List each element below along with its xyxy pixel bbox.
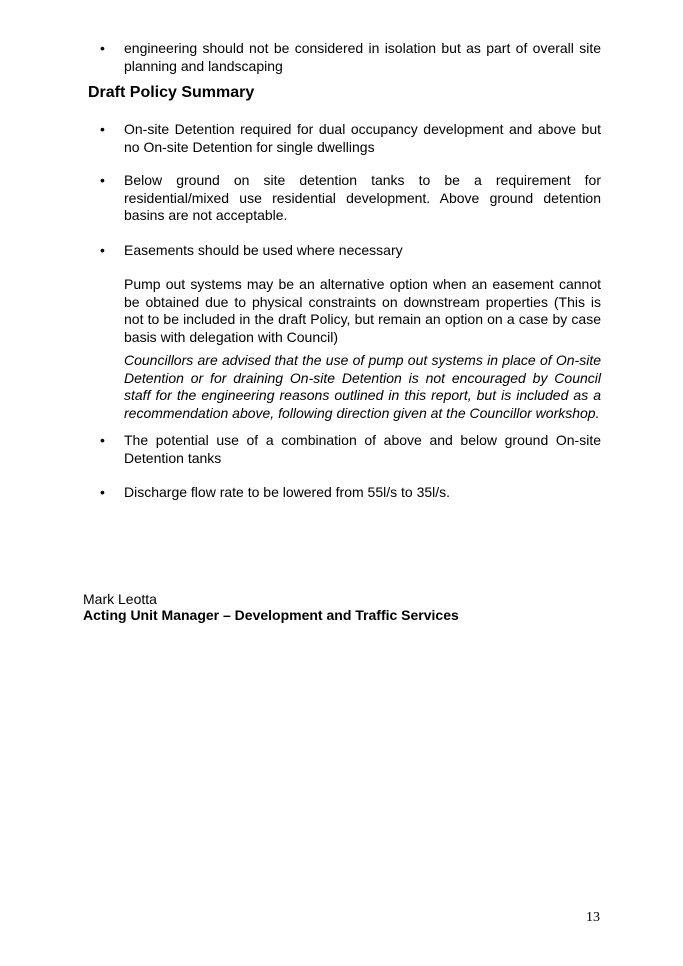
page-number: 13 <box>586 910 600 925</box>
list-item-text: engineering should not be considered in isolation but as part of overall site planning and landscaping <box>124 40 601 74</box>
bullet-icon: • <box>100 432 105 448</box>
bullet-icon: • <box>100 121 105 137</box>
pump-out-paragraph: Pump out systems may be an alternative option when an easement cannot be obtained due to physical constraints on downstream properties (This is not to be included in the draft Policy, but remain an option on a case by case basis with delegation with Council) <box>124 276 601 345</box>
list-item-text: Below ground on site detention tanks to be a requirement for residential/mixed use residential development. Above ground detention basins are not acceptable. <box>124 172 601 223</box>
councillor-note: Councillors are advised that the use of pump out systems in place of On-site Detention or for draining On-site Detention is not encouraged by Council staff for the engineering reasons outlined in this report, but is included as a recommendation above, following direction given at the Councillor workshop. <box>124 352 601 421</box>
bullet-icon: • <box>100 242 105 258</box>
bullet-icon: • <box>100 172 105 188</box>
list-item-text: Discharge flow rate to be lowered from 55l/s to 35l/s. <box>124 484 451 500</box>
list-item-text: The potential use of a combination of above and below ground On-site Detention tanks <box>124 432 601 466</box>
list-item-text: On-site Detention required for dual occupancy development and above but no On-site Detention for single dwellings <box>124 121 601 155</box>
bullet-icon: • <box>100 40 105 56</box>
bullet-icon: • <box>100 484 105 500</box>
signature-name: Mark Leotta <box>83 591 157 607</box>
signature-title: Acting Unit Manager – Development and Traffic Services <box>83 607 459 623</box>
section-heading: Draft Policy Summary <box>88 84 255 101</box>
list-item-text: Easements should be used where necessary <box>124 242 403 258</box>
